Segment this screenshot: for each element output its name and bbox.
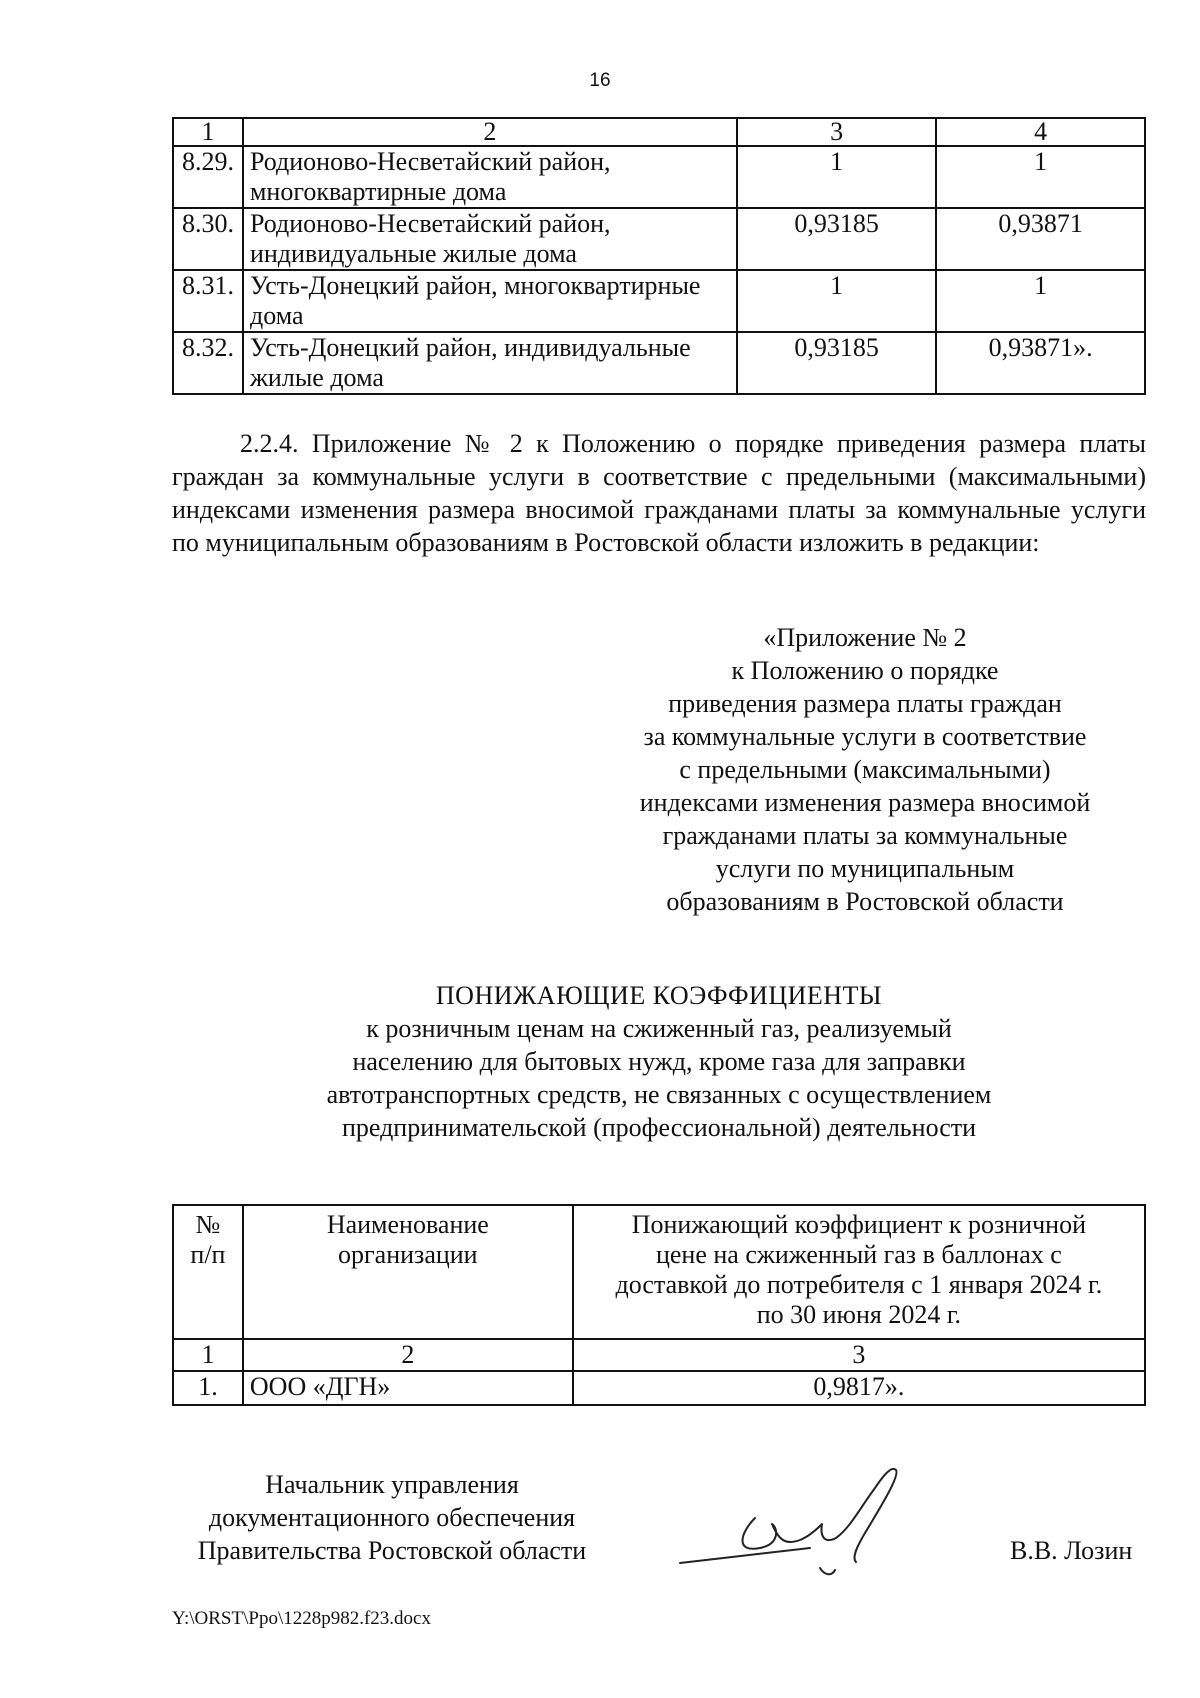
coefficient-value: 1: [737, 270, 937, 332]
coefficient-value: 0,93185: [737, 208, 937, 270]
table-row: [173, 270, 1145, 332]
organization-name: ООО «ДГН»: [243, 1371, 573, 1405]
title-line: автотранспортных средств, не связанных с осуществлением: [326, 1080, 992, 1109]
handwritten-signature: [660, 1458, 960, 1588]
row-number: 8.30.: [173, 208, 243, 270]
signatory-name: В.В. Лозин: [1010, 1536, 1133, 1565]
signatory-title-line: документационного обеспечения: [208, 1503, 576, 1532]
index-cell: 3: [573, 1339, 1145, 1371]
row-number: 8.31.: [173, 270, 243, 332]
table-row: [173, 332, 1145, 394]
coefficient-value: 1: [737, 146, 937, 208]
coefficient-value: 0,9817».: [573, 1371, 1145, 1405]
title-line: населению для бытовых нужд, кроме газа для заправки: [352, 1047, 966, 1076]
row-number: 8.32.: [173, 332, 243, 394]
coefficient-value: 0,93185: [737, 332, 937, 394]
table-row: [173, 208, 1145, 270]
district-name: Родионово-Несветайский район, индивидуальные жилые дома: [243, 208, 737, 270]
index-cell: 2: [243, 1339, 573, 1371]
table-row: [173, 1371, 1145, 1405]
appendix-line: гражданами платы за коммунальные: [662, 821, 1068, 850]
appendix-line: за коммунальные услуги в соответствие: [643, 722, 1087, 751]
appendix-line: услуги по муниципальным: [715, 854, 1015, 883]
coefficients-table-continued: [172, 117, 1146, 395]
header-number: № п/п: [173, 1205, 243, 1339]
amendment-paragraph: 2.2.4. Приложение № 2 к Положению о порядке приведения размера платы граждан за коммунальные услуги в соответствие с предельными (максимальными) индексами изменения размера вносимой гражданами платы за коммунальные услуги по муниципальным образованиям в Ростовской области изложить в редакции:: [172, 429, 1146, 557]
table-header-row: [173, 1205, 1145, 1339]
appendix-line: индексами изменения размера вносимой: [639, 788, 1091, 817]
title-line: предпринимательской (профессиональной) деятельности: [341, 1113, 977, 1142]
coefficient-value: 1: [936, 270, 1145, 332]
appendix-line: с предельными (максимальными): [679, 755, 1051, 784]
appendix-line: образованиям в Ростовской области: [666, 887, 1064, 916]
table-index-row: [173, 1339, 1145, 1371]
page-number: 16: [589, 70, 611, 91]
table-header-row: [173, 118, 1145, 146]
coefficient-value: 1: [936, 146, 1145, 208]
appendix-line: приведения размера платы граждан: [668, 689, 1062, 718]
table-row: [173, 146, 1145, 208]
document-title: [172, 979, 1146, 1144]
coefficient-value: 0,93871: [936, 208, 1145, 270]
appendix-line: к Положению о порядке: [731, 656, 999, 685]
title-heading: ПОНИЖАЮЩИЕ КОЭФФИЦИЕНТЫ: [435, 981, 883, 1010]
signatory-title-line: Правительства Ростовской области: [197, 1536, 587, 1565]
district-name: Родионово-Несветайский район, многоквартирные дома: [243, 146, 737, 208]
header-cell: 3: [737, 118, 937, 146]
title-line: к розничным ценам на сжиженный газ, реализуемый: [366, 1014, 952, 1043]
signatory-title: [172, 1468, 612, 1567]
coefficient-value: 0,93871».: [936, 332, 1145, 394]
header-cell: 4: [936, 118, 1145, 146]
appendix-line: «Приложение № 2: [763, 623, 967, 652]
header-coefficient: Понижающий коэффициент к розничной цене на сжиженный газ в баллонах с доставкой до потребителя с 1 января 2024 г. по 30 июня 2024 г.: [573, 1205, 1145, 1339]
header-organization: Наименование организации: [243, 1205, 573, 1339]
file-path-footer: Y:\ORST\Ppo\1228p982.f23.docx: [172, 1608, 431, 1629]
appendix-header: [620, 621, 1110, 918]
reduction-coefficient-table: [172, 1204, 1146, 1406]
district-name: Усть-Донецкий район, индивидуальные жилые дома: [243, 332, 737, 394]
header-cell: 1: [173, 118, 243, 146]
signatory-title-line: Начальник управления: [265, 1470, 519, 1499]
row-number: 1.: [173, 1371, 243, 1405]
header-cell: 2: [243, 118, 737, 146]
row-number: 8.29.: [173, 146, 243, 208]
index-cell: 1: [173, 1339, 243, 1371]
district-name: Усть-Донецкий район, многоквартирные дома: [243, 270, 737, 332]
